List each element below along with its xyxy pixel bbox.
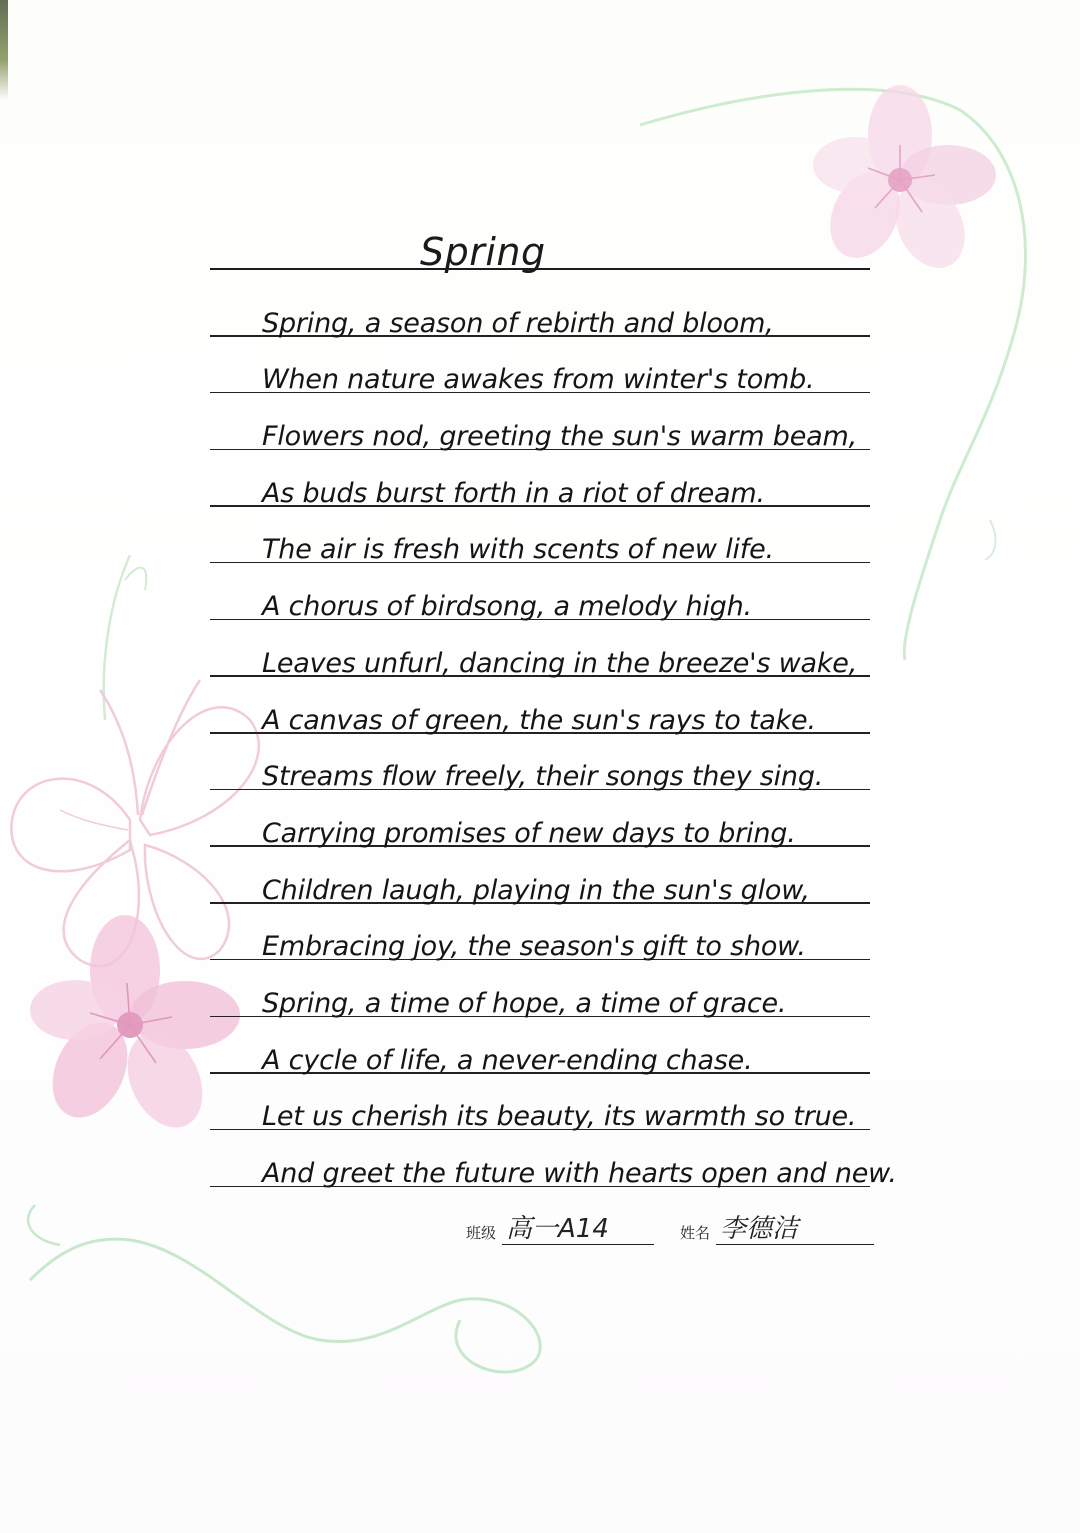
- poem-body: [210, 290, 970, 1197]
- name-field: [680, 1205, 880, 1249]
- flower-bottom-left: [30, 915, 240, 1140]
- class-field: [466, 1205, 656, 1249]
- poem-line: And greet the future with hearts open and new.: [210, 1140, 870, 1197]
- poem-line: Streams flow freely, their songs they sing.: [210, 744, 870, 801]
- class-label: 班级: [466, 1224, 497, 1242]
- name-label: 姓名: [680, 1224, 711, 1242]
- name-value: 李德洁: [720, 1214, 799, 1244]
- poem-line: As buds burst forth in a riot of dream.: [210, 460, 870, 517]
- poem-line: Let us cherish its beauty, its warmth so true.: [210, 1084, 870, 1141]
- poem-line: Flowers nod, greeting the sun's warm beam,: [210, 403, 870, 460]
- poem-title-line: [210, 228, 870, 276]
- poem-line: A chorus of birdsong, a melody high.: [210, 573, 870, 630]
- poem-line: Spring, a season of rebirth and bloom,: [210, 290, 870, 347]
- poem-line: Embracing joy, the season's gift to show.: [210, 914, 870, 971]
- poem-line: The air is fresh with scents of new life.: [210, 517, 870, 574]
- poem-line: Carrying promises of new days to bring.: [210, 800, 870, 857]
- poem-line: Leaves unfurl, dancing in the breeze's wake,: [210, 630, 870, 687]
- poem-line: When nature awakes from winter's tomb.: [210, 347, 870, 404]
- poem-line: Spring, a time of hope, a time of grace.: [210, 970, 870, 1027]
- poem-title: Spring: [420, 230, 546, 274]
- poem-line: A canvas of green, the sun's rays to take.: [210, 687, 870, 744]
- vine-bottom-left: [30, 1239, 540, 1372]
- scan-edge-mark: [0, 0, 8, 100]
- poem-line: Children laugh, playing in the sun's glow,: [210, 857, 870, 914]
- class-value: 高一A14: [506, 1214, 609, 1244]
- poem-line: A cycle of life, a never-ending chase.: [210, 1027, 870, 1084]
